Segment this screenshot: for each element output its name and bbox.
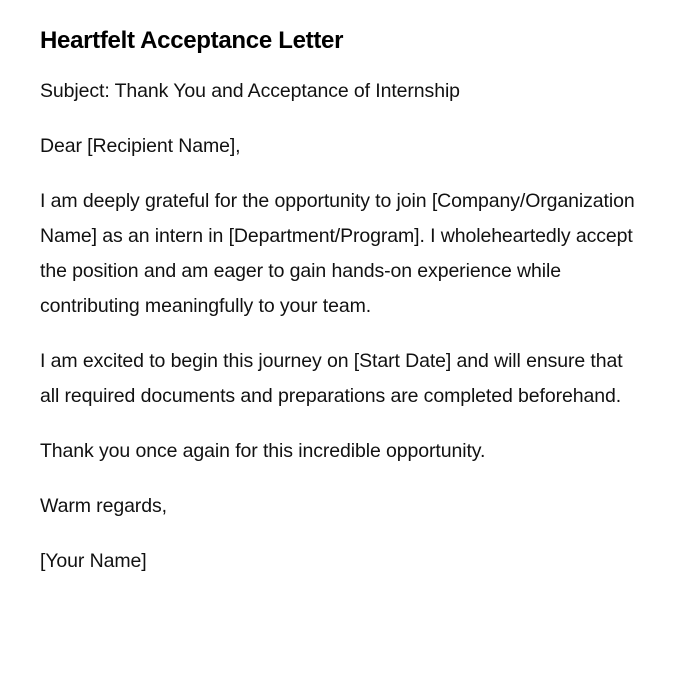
letter-subject: Subject: Thank You and Acceptance of Internship	[40, 80, 460, 102]
letter-signature: [Your Name]	[40, 550, 147, 572]
letter-paragraph-2: I am excited to begin this journey on [Start Date] and will ensure that all required documents and preparations are completed beforehand.	[40, 350, 623, 407]
letter-paragraph-3: Thank you once again for this incredible opportunity.	[40, 440, 486, 462]
letter-closing: Warm regards,	[40, 495, 167, 517]
letter-salutation: Dear [Recipient Name],	[40, 135, 241, 157]
letter-paragraph-1: I am deeply grateful for the opportunity to join [Company/Organization Name] as an intern in [Department/Program]. I wholeheartedly accept the position and am eager to gain hands-on experience while contributing meaningfully to your team.	[40, 190, 635, 317]
letter-title: Heartfelt Acceptance Letter	[40, 27, 344, 54]
